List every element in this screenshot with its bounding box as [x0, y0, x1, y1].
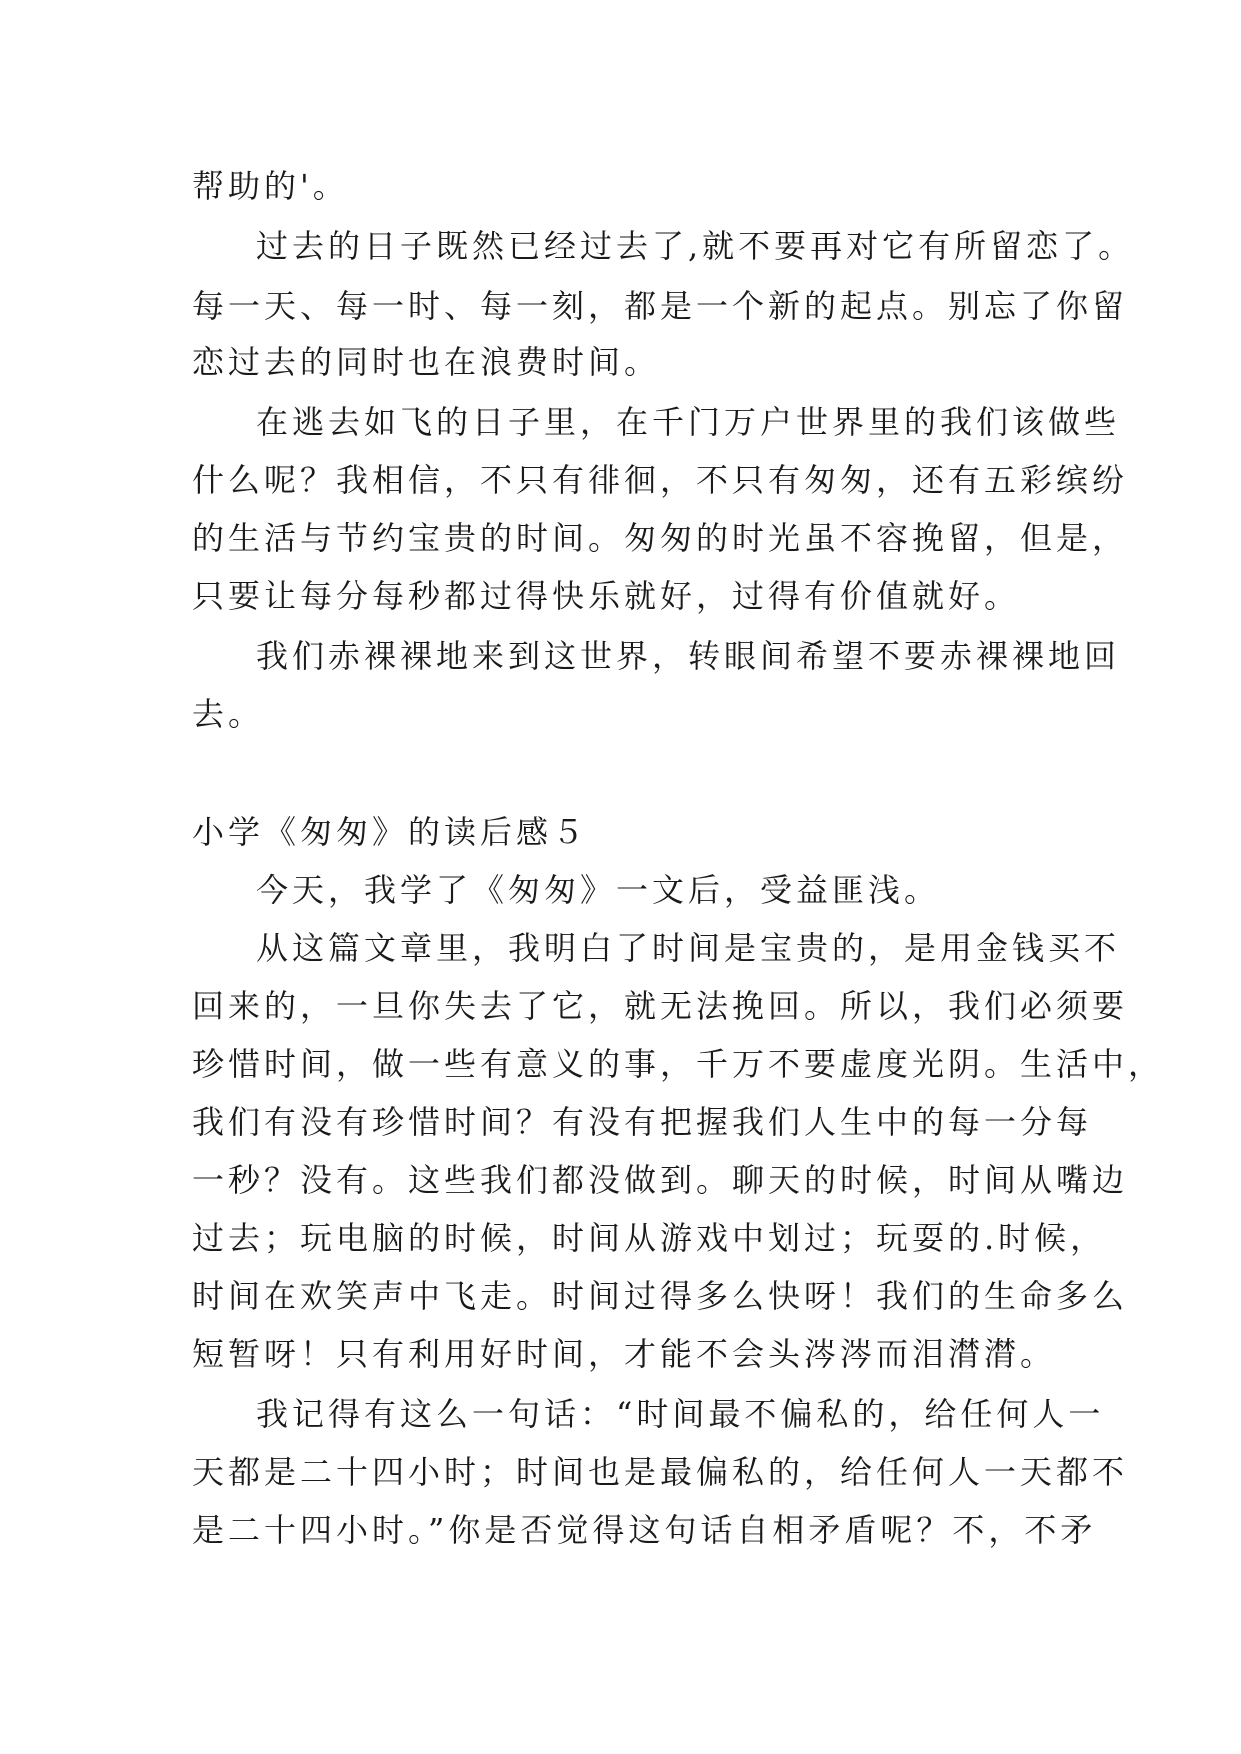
paragraph-start: 我们赤裸裸地来到这世界，转眼间希望不要赤裸裸地回 — [256, 637, 1121, 675]
paragraph-start: 在逃去如飞的日子里，在千门万户世界里的我们该做些 — [256, 403, 1121, 441]
text-line: 过去；玩电脑的时候，时间从游戏中划过；玩耍的.时候， — [192, 1219, 1107, 1257]
text-line: 只要让每分每秒都过得快乐就好，过得有价值就好。 — [192, 577, 1021, 615]
text-line: 时间在欢笑声中飞走。时间过得多么快呀！我们的生命多么 — [192, 1277, 1129, 1315]
text-line: 去。 — [192, 695, 265, 733]
paragraph-start: 我记得有这么一句话：“时间最不偏私的，给任何人一 — [256, 1395, 1105, 1433]
text-line: 帮助的'。 — [192, 167, 349, 205]
paragraph-start: 从这篇文章里，我明白了时间是宝贵的，是用金钱买不 — [256, 929, 1121, 967]
text-line: 一秒？没有。这些我们都没做到。聊天的时候，时间从嘴边 — [192, 1161, 1129, 1199]
text-line: 恋过去的同时也在浪费时间。 — [192, 343, 661, 381]
paragraph-start: 今天，我学了《匆匆》一文后，受益匪浅。 — [256, 871, 941, 909]
text-line: 每一天、每一时、每一刻，都是一个新的起点。别忘了你留 — [192, 287, 1129, 325]
section-title: 小学《匆匆》的读后感５ — [192, 813, 589, 851]
text-line: 珍惜时间，做一些有意义的事，千万不要虚度光阴。生活中， — [192, 1045, 1165, 1083]
text-line: 天都是二十四小时；时间也是最偏私的，给任何人一天都不 — [192, 1453, 1129, 1491]
text-line: 什么呢？我相信，不只有徘徊，不只有匆匆，还有五彩缤纷 — [192, 461, 1129, 499]
text-line: 的生活与节约宝贵的时间。匆匆的时光虽不容挽留，但是， — [192, 519, 1129, 557]
text-line: 短暂呀！只有利用好时间，才能不会头涔涔而泪潸潸。 — [192, 1335, 1057, 1373]
text-line: 我们有没有珍惜时间？有没有把握我们人生中的每一分每 — [192, 1103, 1093, 1141]
paragraph-start: 过去的日子既然已经过去了,就不要再对它有所留恋了。 — [256, 227, 1135, 265]
text-line: 是二十四小时。”你是否觉得这句话自相矛盾呢？不，不矛 — [192, 1511, 1097, 1549]
text-line: 回来的，一旦你失去了它，就无法挽回。所以，我们必须要 — [192, 987, 1129, 1025]
